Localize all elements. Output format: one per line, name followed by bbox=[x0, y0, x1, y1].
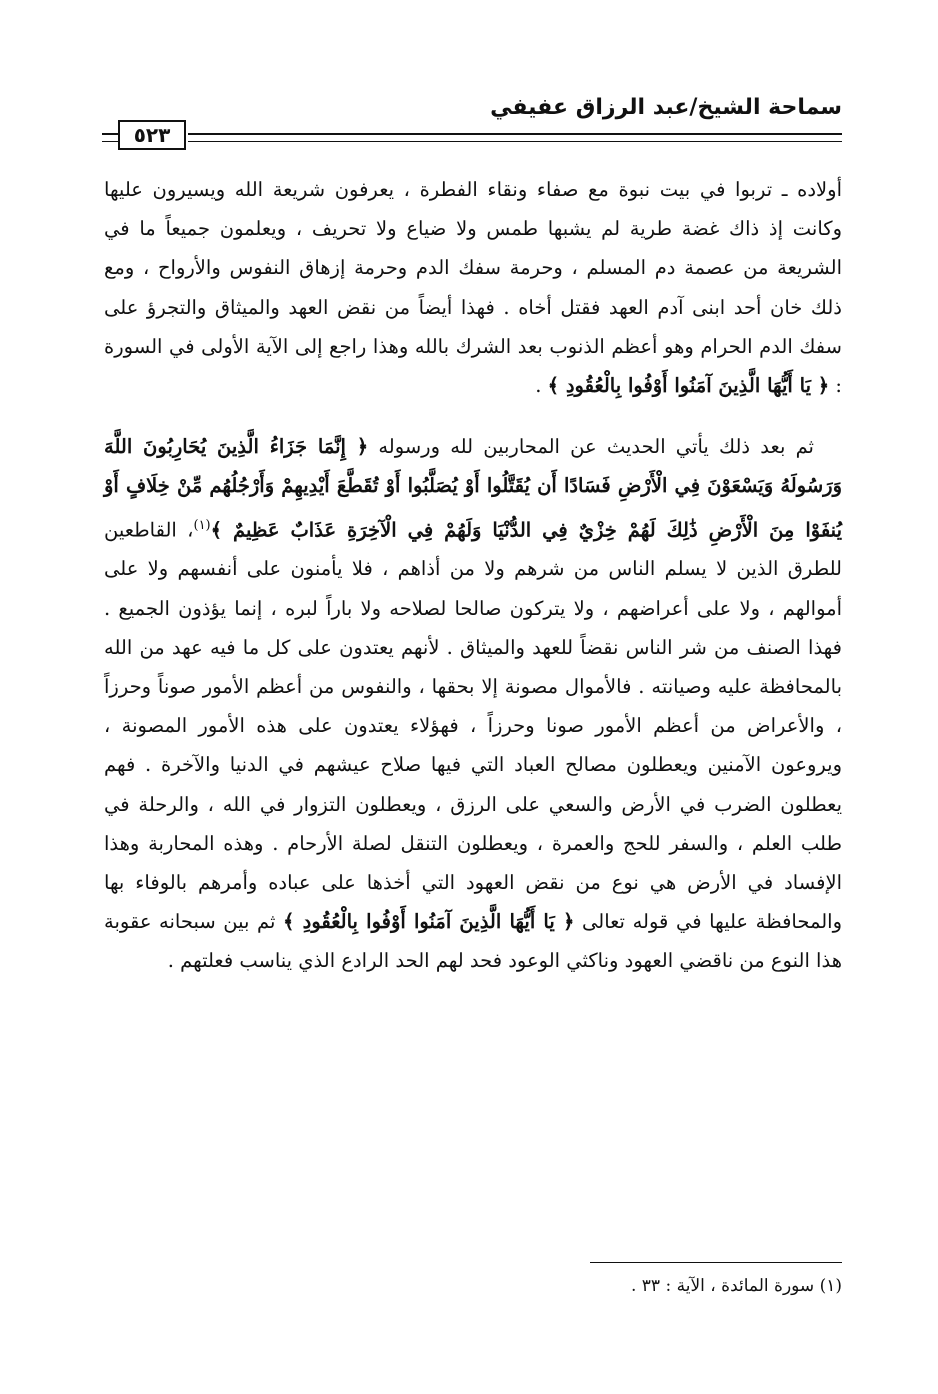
quran-verse: ﴿ يَا أَيُّهَا الَّذِينَ آمَنُوا أَوْفُوا بِالْعُقُودِ ﴾ bbox=[283, 910, 575, 934]
quran-verse: ﴿ يَا أَيُّهَا الَّذِينَ آمَنُوا أَوْفُوا بِالْعُقُودِ ﴾ bbox=[547, 374, 830, 398]
paragraph-2 bbox=[104, 427, 842, 980]
paragraph-2-text: ثم بعد ذلك يأتي الحديث عن المحاربين لله ورسوله bbox=[368, 435, 814, 459]
header-rule-end bbox=[102, 133, 118, 142]
footnote-divider bbox=[590, 1262, 842, 1263]
paragraph-1-text: أولاده ـ تربوا في بيت نبوة مع صفاء ونقاء الفطرة ، يعرفون شريعة الله ويسيرون عليها وكانت إذ ذاك غضة طرية لم يشبها طمس ولا ضياع ولا تحريف ، ويعلمون جميعاً ما في الشريعة من عصمة دم المسلم ، وحرمة سفك الدم وحرمة إزهاق النفوس والأرواح ، ومع ذلك خان أحد ابنى آدم العهد فقتل أخاه . فهذا أيضاً من نقض العهد والميثاق والتجرؤ على سفك الدم الحرام وهو أعظم الذنوب بعد الشرك بالله وهذا راجع إلى الآية الأولى في السورة : bbox=[104, 178, 842, 398]
paragraph-2-body: ، القاطعين للطرق الذين لا يسلم الناس من شرهم ولا من أذاهم ، فلا يأمنون على أنفسهم ولا على أموالهم ، ولا على أعراضهم ، ولا يتركون صالحا لصلاحه ولا باراً لبره ، إنما يؤذون الجميع . فهذا الصنف من شر الناس نقضاً للعهد والميثاق . لأنهم يعتدون على كل ما فيه عهد من الله بالمحافظة عليه وصيانته . فالأموال مصونة إلا بحقها ، والنفوس من أعظم الأمور صوناً وحرزاً ، والأعراض من أعظم الأمور صونا وحرزاً ، فهؤلاء يعتدون على هذه الأمور المصونة ، ويروعون الآمنين ويعطلون مصالح العباد التي فيها صلاح عيشهم في الدنيا والآخرة . فهم يعطلون الضرب في الأرض والسعي على الرزق ، ويعطلون التزوار في الله ، والرحلة في طلب العلم ، والسفر للحج والعمرة ، ويعطلون التنقل لصلة الأرحام . وهذه المحاربة وهذا الإفساد في الأرض هي نوع من نقض العهود التي أخذها على عباده وأمرهم بالوفاء بها والمحافظة عليها في قوله تعالى bbox=[104, 518, 842, 934]
footnote: (١) سورة المائدة ، الآية : ٣٣ . bbox=[630, 1276, 842, 1296]
page-number: ٥٢٣ bbox=[118, 120, 186, 150]
running-header-title: سماحة الشيخ/عبد الرزاق عفيفي bbox=[490, 95, 842, 120]
quran-verse: ﴿ إِنَّمَا جَزَاءُ الَّذِينَ يُحَارِبُونَ اللَّهَ وَرَسُولَهُ وَيَسْعَوْنَ فِي الْأَرْضِ فَسَادًا أَن يُقَتَّلُوا أَوْ يُصَلَّبُوا أَوْ تُقَطَّعَ أَيْدِيهِمْ وَأَرْجُلُهُم مِّنْ خِلَافٍ أَوْ يُنفَوْا مِنَ الْأَرْضِ ذَٰلِكَ لَهُمْ خِزْيٌ فِي الدُّنْيَا وَلَهُمْ فِي الْآخِرَةِ عَذَابٌ عَظِيمٌ ﴾ bbox=[104, 435, 842, 542]
header-rule bbox=[188, 133, 842, 142]
paragraph-1 bbox=[104, 170, 842, 405]
main-text bbox=[104, 170, 842, 981]
paragraph-2-end: ثم بين سبحانه عقوبة هذا النوع من ناقضي العهود وناكثي الوعود فحد لهم الحد الرادع الذي يناسب فعلتهم . bbox=[104, 910, 842, 973]
footnote-reference[interactable]: (١) bbox=[193, 517, 211, 533]
paragraph-1-end: . bbox=[535, 374, 548, 398]
